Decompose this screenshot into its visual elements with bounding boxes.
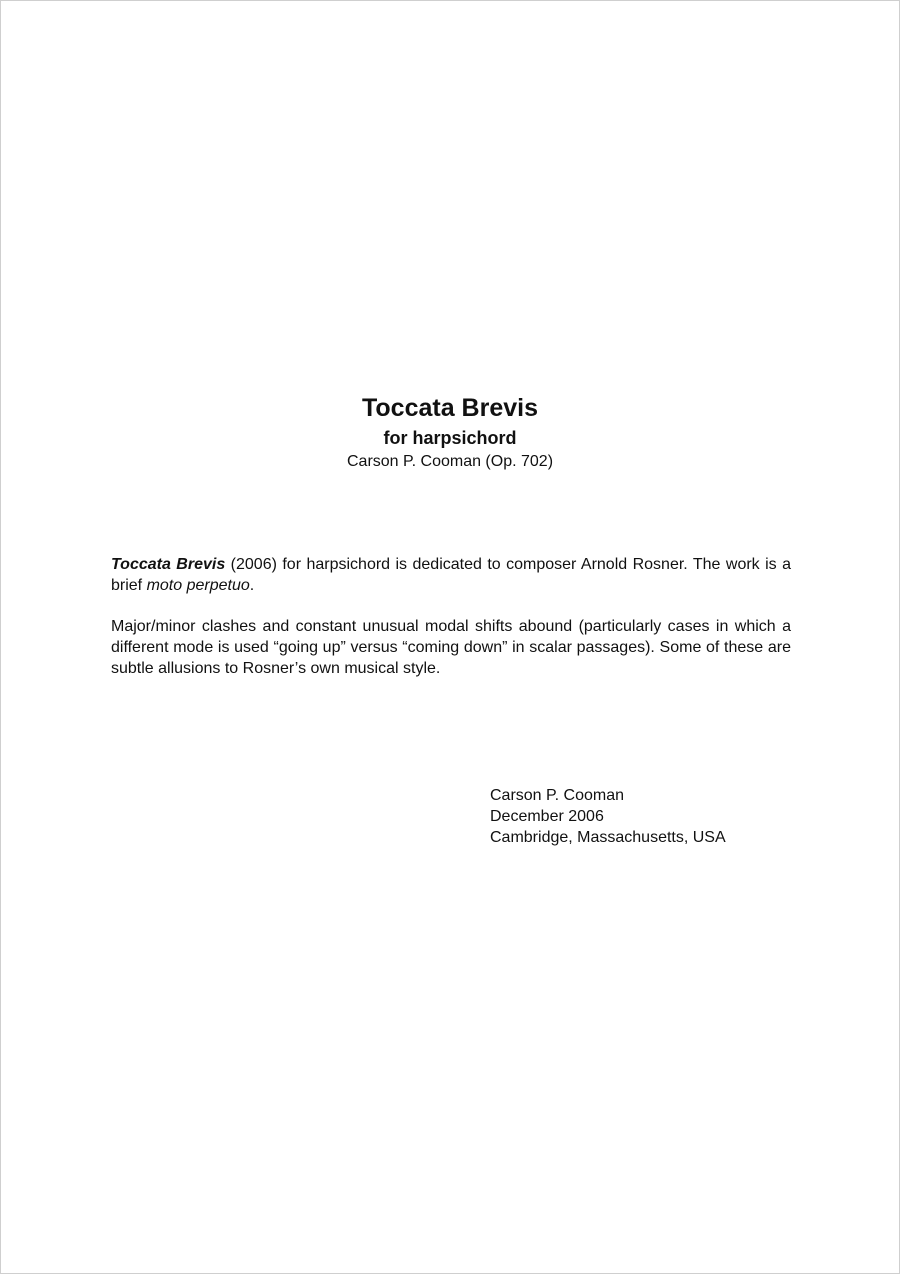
title-block (1, 393, 899, 473)
composer-line: Carson P. Cooman (Op. 702) (346, 453, 554, 470)
notes-paragraph-1 (111, 554, 791, 596)
page-subtitle: for harpsichord (383, 428, 517, 448)
program-notes (111, 554, 791, 679)
notes-paragraph-1-text: (2006) for harpsichord is dedicated to composer Arnold Rosner. The work is a brief (111, 556, 791, 594)
signature-name: Carson P. Cooman (490, 787, 624, 804)
signature-date: December 2006 (490, 808, 604, 825)
notes-paragraph-1-end: . (249, 577, 255, 594)
page-title: Toccata Brevis (361, 394, 538, 422)
italic-term: moto perpetuo (146, 577, 250, 594)
signature-place: Cambridge, Massachusetts, USA (490, 829, 726, 846)
notes-paragraph-2: Major/minor clashes and constant unusual modal shifts abound (particularly cases in which a different mode is used “going up” versus “coming down” in scalar passages). Some of these are subtle allusions to Rosner’s own musical style. (111, 618, 791, 677)
work-title-inline: Toccata Brevis (111, 556, 226, 573)
signature-block (490, 785, 726, 848)
